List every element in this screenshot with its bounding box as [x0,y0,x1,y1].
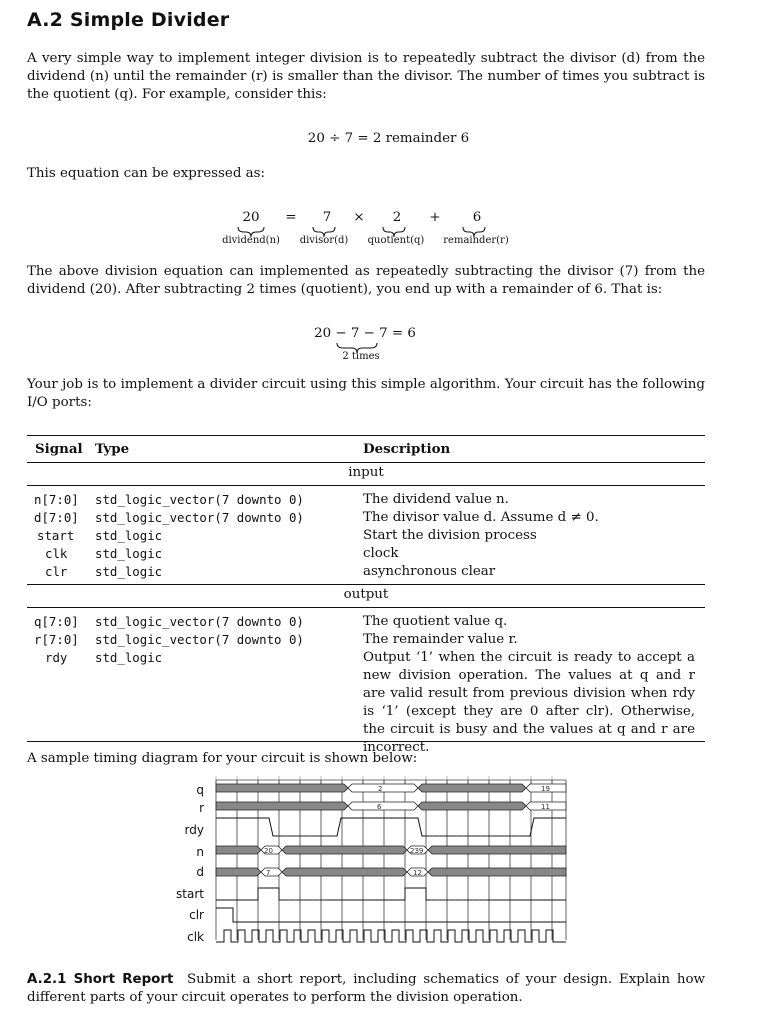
label-r: r [199,801,204,815]
label-start: start [176,887,204,901]
d-value-2: 12 [413,869,422,877]
signal-q: q[7:0] [34,614,79,629]
table-top-rule [27,435,705,436]
signal-n: n[7:0] [34,492,79,507]
short-report-heading: A.2.1 Short Report [27,972,174,987]
signal-clk: clk [45,546,68,561]
wave-r [216,802,566,810]
desc-n: The dividend value n. [363,492,509,507]
intro-paragraph: A very simple way to implement integer division is to repeatedly subtract the divisor (d) from the dividend (n) until the remainder (r) is smaller than the divisor. The number of times you subtract is the quotient (q). For example, consider this: [27,51,705,102]
short-report-text: Submit a short report, including schematics of your design. Explain how different parts of your circuit operates to perform the division operation. [27,972,705,1005]
label-rdy: rdy [184,823,204,837]
desc-clr: asynchronous clear [363,564,496,579]
section-title: A.2 Simple Divider [27,9,230,31]
eq3-brace-label: 2 times [342,351,380,362]
eq-term-divisor: 7 [322,210,332,225]
wave-clk [216,930,566,942]
equation-underbrace [200,208,530,252]
short-report-paragraph [27,971,705,1007]
label-quotient: quotient(q) [367,235,425,246]
wave-rdy [216,818,566,836]
type-r: std_logic_vector(7 downto 0) [95,632,304,647]
type-d: std_logic_vector(7 downto 0) [95,510,304,525]
wave-clr [216,908,566,922]
label-dividend: dividend(n) [222,235,280,246]
eq-plus: + [429,210,441,225]
table-bottom-rule [27,741,705,742]
desc-start: Start the division process [363,528,537,543]
subtraction-paragraph: The above division equation can implemented as repeatedly subtracting the divisor (7) from the dividend (20). After subtracting 2 times (quotient), you end up with a remainder of 6. That is: [27,264,705,297]
label-clr: clr [189,908,204,922]
type-q: std_logic_vector(7 downto 0) [95,614,304,629]
header-rule [27,462,705,463]
eq-term-quotient: 2 [392,210,402,225]
signal-start: start [37,528,75,543]
desc-d: The divisor value d. Assume d ≠ 0. [363,510,599,525]
header-description: Description [363,441,451,457]
type-clr: std_logic [95,564,163,579]
label-q: q [196,783,204,797]
wave-q [216,784,566,792]
q-value-2: 19 [541,785,550,793]
eq-times: × [353,210,365,225]
n-value-2: 239 [410,847,424,855]
job-paragraph: Your job is to implement a divider circuit using this simple algorithm. Your circuit has the following I/O ports: [27,377,705,410]
output-rule [27,607,705,608]
expression-paragraph: This equation can be expressed as: [27,166,266,181]
type-rdy: std_logic [95,650,163,665]
signal-d: d[7:0] [34,510,79,525]
eq3-expression: 20 − 7 − 7 = 6 [314,326,416,341]
eq-term-remainder: 6 [472,210,482,225]
equation-repeated-subtraction [300,325,430,365]
type-clk: std_logic [95,546,163,561]
label-n: n [196,845,204,859]
signal-rdy: rdy [45,650,68,665]
equation-division: 20 ÷ 7 = 2 remainder 6 [307,131,470,146]
eq-equals: = [285,210,297,225]
output-top-rule [27,584,705,585]
label-d: d [196,865,204,879]
input-group-label: input [348,465,384,480]
d-value-1: 7 [266,869,271,877]
r-value-2: 11 [541,803,550,811]
desc-clk: clock [363,546,399,561]
eq-term-dividend: 20 [242,210,260,225]
q-value-1: 2 [378,785,383,793]
type-n: std_logic_vector(7 downto 0) [95,492,304,507]
desc-rdy: Output ‘1’ when the circuit is ready to accept a new division operation. The values at q and r are valid result from previous division when rdy is ‘1’ (except they are 0 after clr). Otherwise, the circuit is busy and the values at q and r are incorrect. [363,650,695,755]
r-value-1: 6 [377,803,382,811]
type-start: std_logic [95,528,163,543]
label-clk: clk [187,930,204,944]
timing-diagram [0,772,777,952]
timing-intro: A sample timing diagram for your circuit is shown below: [27,751,418,766]
header-signal: Signal [35,441,83,457]
wave-start [216,888,566,900]
label-divisor: divisor(d) [299,235,349,246]
label-remainder: remainder(r) [443,235,509,246]
header-type: Type [95,441,130,457]
desc-q: The quotient value q. [363,614,508,629]
signal-clr: clr [45,564,68,579]
output-group-label: output [343,587,389,602]
n-value-1: 20 [264,847,273,855]
desc-r: The remainder value r. [363,632,518,647]
input-rule [27,485,705,486]
signal-r: r[7:0] [34,632,79,647]
